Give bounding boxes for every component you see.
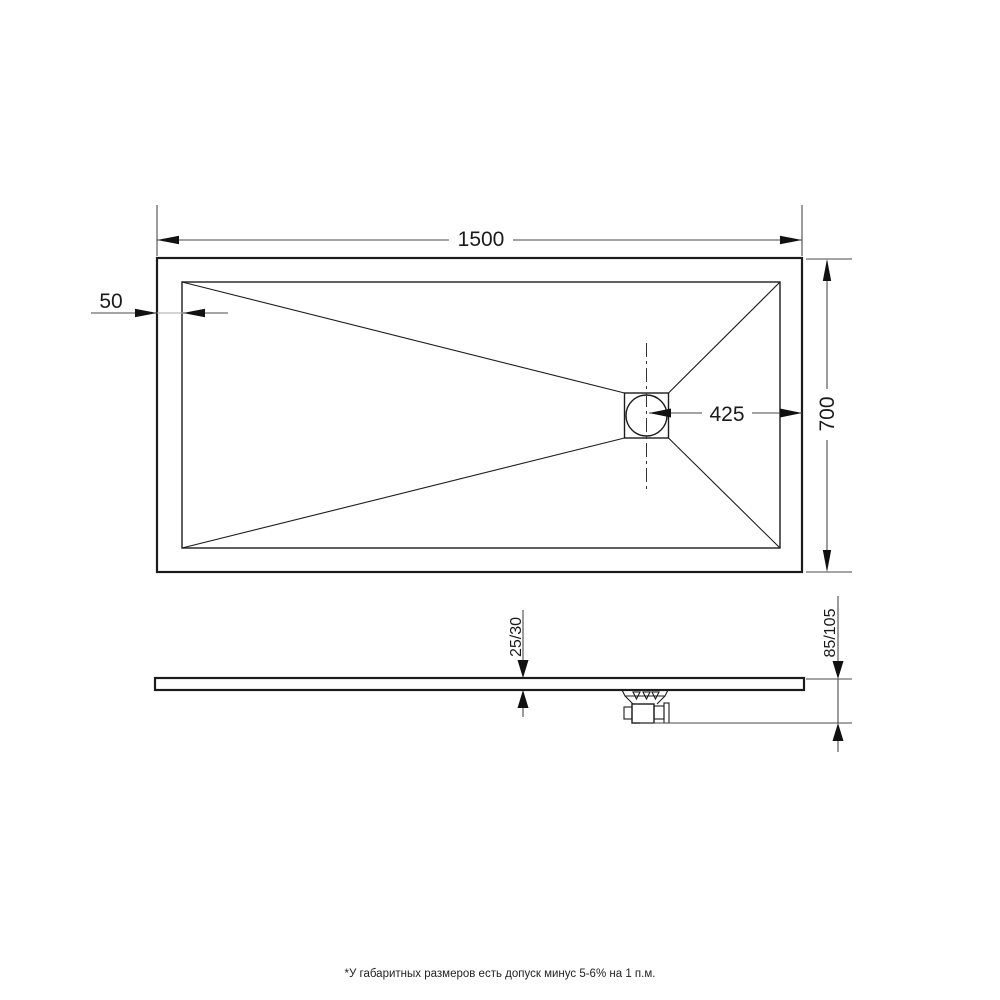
dim-height	[806, 259, 852, 572]
dim-total-height	[806, 596, 852, 752]
dim-width-arrow-right	[780, 236, 802, 244]
dim-drain-arrow-right	[780, 409, 802, 418]
tray-inner-rect	[182, 282, 780, 548]
dim-drain-offset	[649, 403, 802, 426]
slope-line-bottom-right	[669, 438, 781, 548]
dim-thickness	[508, 610, 529, 717]
side-view	[155, 678, 852, 723]
footnote: *У габаритных размеров есть допуск минус 5-6% на 1 п.м.	[344, 968, 656, 980]
tray-outer-rect	[157, 258, 802, 572]
dim-width-arrow-left	[157, 236, 179, 244]
drain-trap	[622, 690, 669, 723]
dim-total-arrow-up	[833, 723, 844, 741]
trap-body	[632, 704, 654, 723]
dim-border-arrow-left	[135, 309, 157, 317]
dim-border-arrow-right	[183, 309, 205, 317]
tray-profile	[155, 678, 804, 690]
dim-total-arrow-down	[833, 661, 844, 679]
trap-outlet-pipe	[654, 706, 664, 719]
dim-thickness-label: 25/30	[508, 616, 525, 658]
dim-height-arrow-top	[823, 259, 831, 281]
top-view	[157, 258, 802, 572]
dim-border-label: 50	[99, 290, 123, 313]
slope-line-bottom-left	[182, 438, 625, 548]
dim-width-label: 1500	[457, 228, 505, 251]
trap-outlet-cap	[664, 703, 669, 723]
dim-thickness-arrow-down	[518, 660, 529, 678]
slope-line-top-right	[669, 282, 781, 393]
dim-drain-offset-label: 425	[709, 403, 745, 426]
dim-height-arrow-bottom	[823, 550, 831, 572]
dim-drain-arrow-left	[649, 409, 671, 418]
trap-neck-left	[625, 696, 633, 704]
trap-left-tab	[624, 707, 632, 719]
dim-thickness-arrow-up	[518, 690, 529, 708]
dim-border	[91, 290, 228, 317]
dim-total-height-label: 85/105	[822, 608, 839, 658]
dim-width	[157, 205, 802, 256]
slope-line-top-left	[182, 282, 625, 393]
dim-height-label: 700	[816, 396, 839, 432]
